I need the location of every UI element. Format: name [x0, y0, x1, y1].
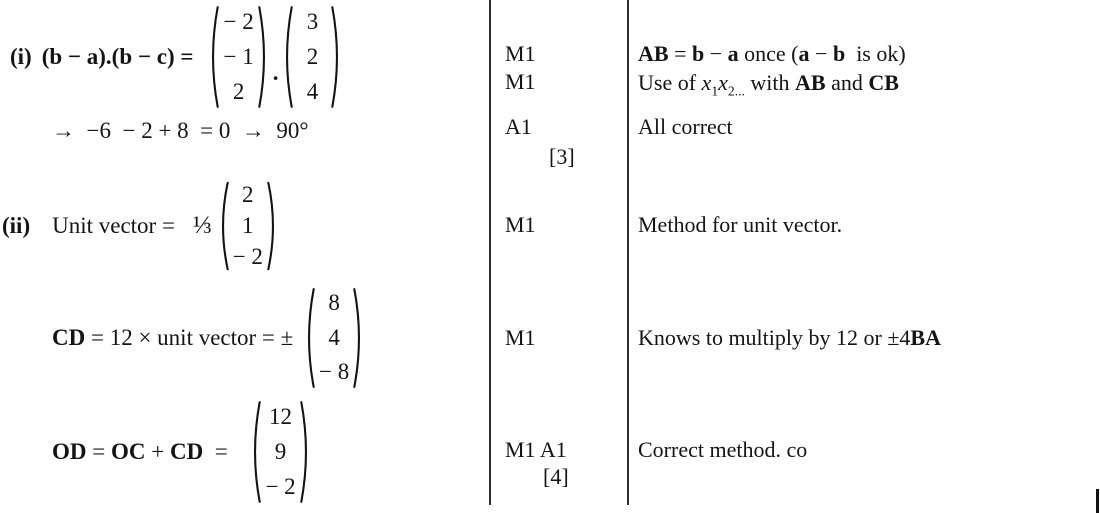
- vector-entry: 8: [328, 289, 340, 315]
- part-i-label: (i): [10, 44, 32, 69]
- mark-m1-ii-second: M1: [505, 325, 536, 350]
- mark-m1-a1-ii: M1 A1: [505, 437, 567, 462]
- vector-entry: 4: [306, 79, 319, 105]
- page-edge-mark: [1096, 489, 1099, 513]
- od-column-vector: [249, 399, 311, 505]
- vector-entry: − 2: [223, 8, 254, 34]
- left-paren-icon: [249, 399, 262, 505]
- vector-entries: [262, 399, 298, 505]
- comment-ab-definition: AB = b − a once (a − b is ok): [638, 41, 906, 66]
- comment-unit-vector-method: Method for unit vector.: [638, 212, 843, 237]
- vector-entry: 2: [242, 182, 254, 208]
- vector-entry: − 8: [319, 359, 350, 385]
- vector-entry: 12: [269, 403, 293, 429]
- column-separator-left: [489, 0, 491, 505]
- part-i-result-row: [52, 117, 309, 145]
- part-ii-label: (ii): [2, 213, 31, 238]
- mark-a1-i: A1: [505, 114, 532, 139]
- vector-entry: 4: [328, 324, 340, 350]
- right-paren-icon: [330, 4, 343, 110]
- mark-m1-i-second: M1: [505, 69, 536, 94]
- right-paren-icon: [257, 4, 270, 110]
- mark-m1-ii-first: M1: [505, 212, 536, 237]
- right-paren-icon: [299, 399, 312, 505]
- vector-entry: − 2: [265, 474, 296, 500]
- part-i-result: → −6 − 2 + 8 = 0 → 90°: [52, 118, 309, 143]
- vector-entry: − 2: [232, 243, 263, 269]
- unit-vector-label: Unit vector =: [52, 213, 175, 238]
- one-third-fraction: ⅓: [192, 212, 212, 239]
- mark-total-ii: [4]: [543, 464, 569, 489]
- cd-working-row: [52, 285, 365, 390]
- vector-entry: 1: [242, 213, 254, 238]
- vector-entries: [230, 180, 266, 272]
- mark-m1-i-first: M1: [505, 41, 536, 66]
- left-paren-icon: [303, 286, 316, 390]
- vector-entry: 2: [306, 43, 319, 69]
- od-working-row: [52, 398, 312, 506]
- vector-entry: − 1: [223, 43, 254, 69]
- part-i-expression: (b − a).(b − c) =: [41, 44, 194, 69]
- right-paren-icon: [266, 180, 279, 272]
- unit-column-vector: [217, 180, 279, 272]
- comment-correct-method: Correct method. co: [638, 437, 808, 462]
- comment-use-of-products: Use of $x_1x_{2...}$ with AB and CB: [638, 70, 899, 99]
- vector-entry: 9: [274, 438, 287, 464]
- part-ii-unit-vector-row: [2, 179, 279, 273]
- cd-column-vector: [303, 286, 365, 390]
- vector-entry: 2: [232, 79, 245, 105]
- left-paren-icon: [281, 4, 294, 110]
- left-paren-icon: [217, 180, 230, 272]
- comment-multiply-by-12: Knows to multiply by 12 or ±4BA: [638, 325, 941, 350]
- column-vector-b-minus-a: [207, 4, 269, 110]
- vector-entry: 3: [306, 8, 319, 34]
- column-separator-right: [627, 0, 629, 505]
- column-vector-b-minus-c: [281, 4, 343, 110]
- mark-total-i: [3]: [549, 144, 575, 169]
- left-paren-icon: [207, 4, 220, 110]
- od-expression: OD = OC + CD =: [52, 439, 234, 464]
- cd-expression: CD = 12 × unit vector = ±: [52, 324, 300, 350]
- part-i-working-row: [10, 3, 343, 111]
- vector-entries: [220, 4, 256, 110]
- vector-entries: [294, 4, 330, 110]
- comment-all-correct: All correct: [638, 114, 733, 139]
- vector-entries: [316, 286, 352, 390]
- dot-product-dot: .: [272, 60, 279, 85]
- right-paren-icon: [352, 286, 365, 390]
